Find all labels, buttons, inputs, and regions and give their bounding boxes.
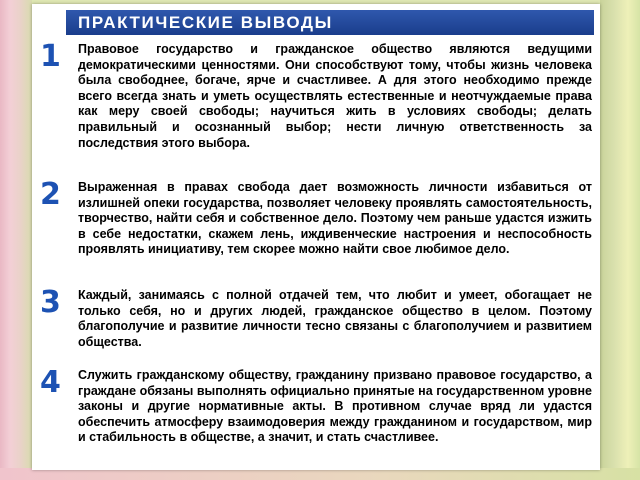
document-page: [32, 4, 600, 470]
conclusion-4: [32, 368, 600, 468]
conclusion-text: Выраженная в правах свобода дает возможность личности избавиться от излишней опеки государства, позволяет человеку проявлять самостоятельность, творчество, найти себя и собственное дело. Поэтому чем раньше удастся изжить в себе недостатки, скажем лень, иждивенческие настроения и неспособность проявлять инициативу, тем скорее можно найти свое любимое дело.: [78, 180, 592, 257]
conclusion-number: 4: [40, 368, 61, 400]
conclusion-number: 2: [40, 180, 61, 212]
conclusion-number: 3: [40, 288, 61, 320]
conclusion-1: [32, 42, 600, 170]
left-decorative-stripe: [0, 0, 32, 480]
conclusion-3: [32, 288, 600, 358]
page-title: ПРАКТИЧЕСКИЕ ВЫВОДЫ: [66, 10, 594, 35]
conclusion-number: 1: [40, 42, 61, 74]
conclusion-text: Правовое государство и гражданское общество являются ведущими демократическими ценностями. Они способствуют тому, чтобы жизнь человека была свободнее, богаче, ярче и счастливее. А для этого необходимо прежде всего всегда знать и уметь осуществлять естественные и неотчуждаемые права как меру своей свободы; научиться жить в условиях свободы; делать правильный и осознанный выбор; нести личную ответственность за последствия этого выбора.: [78, 42, 592, 150]
conclusion-text: Каждый, занимаясь с полной отдачей тем, что любит и умеет, обогащает не только себя, но и других людей, гражданское общество в целом. Поэтому благополучие и развитие личности тесно связаны с благополучием и развитием общества.: [78, 288, 592, 349]
right-decorative-stripe: [600, 0, 640, 480]
conclusion-2: [32, 180, 600, 284]
conclusion-text: Служить гражданскому обществу, гражданину призвано правовое государство, а граждане обязаны выполнять официально принятые на государственном уровне законы и другие нормативные акты. В противном случае вряд ли удастся обеспечить атмосферу взаимодоверия между гражданином и государством, мир и стабильность в обществе, а значит, и стать счастливее.: [78, 368, 592, 445]
